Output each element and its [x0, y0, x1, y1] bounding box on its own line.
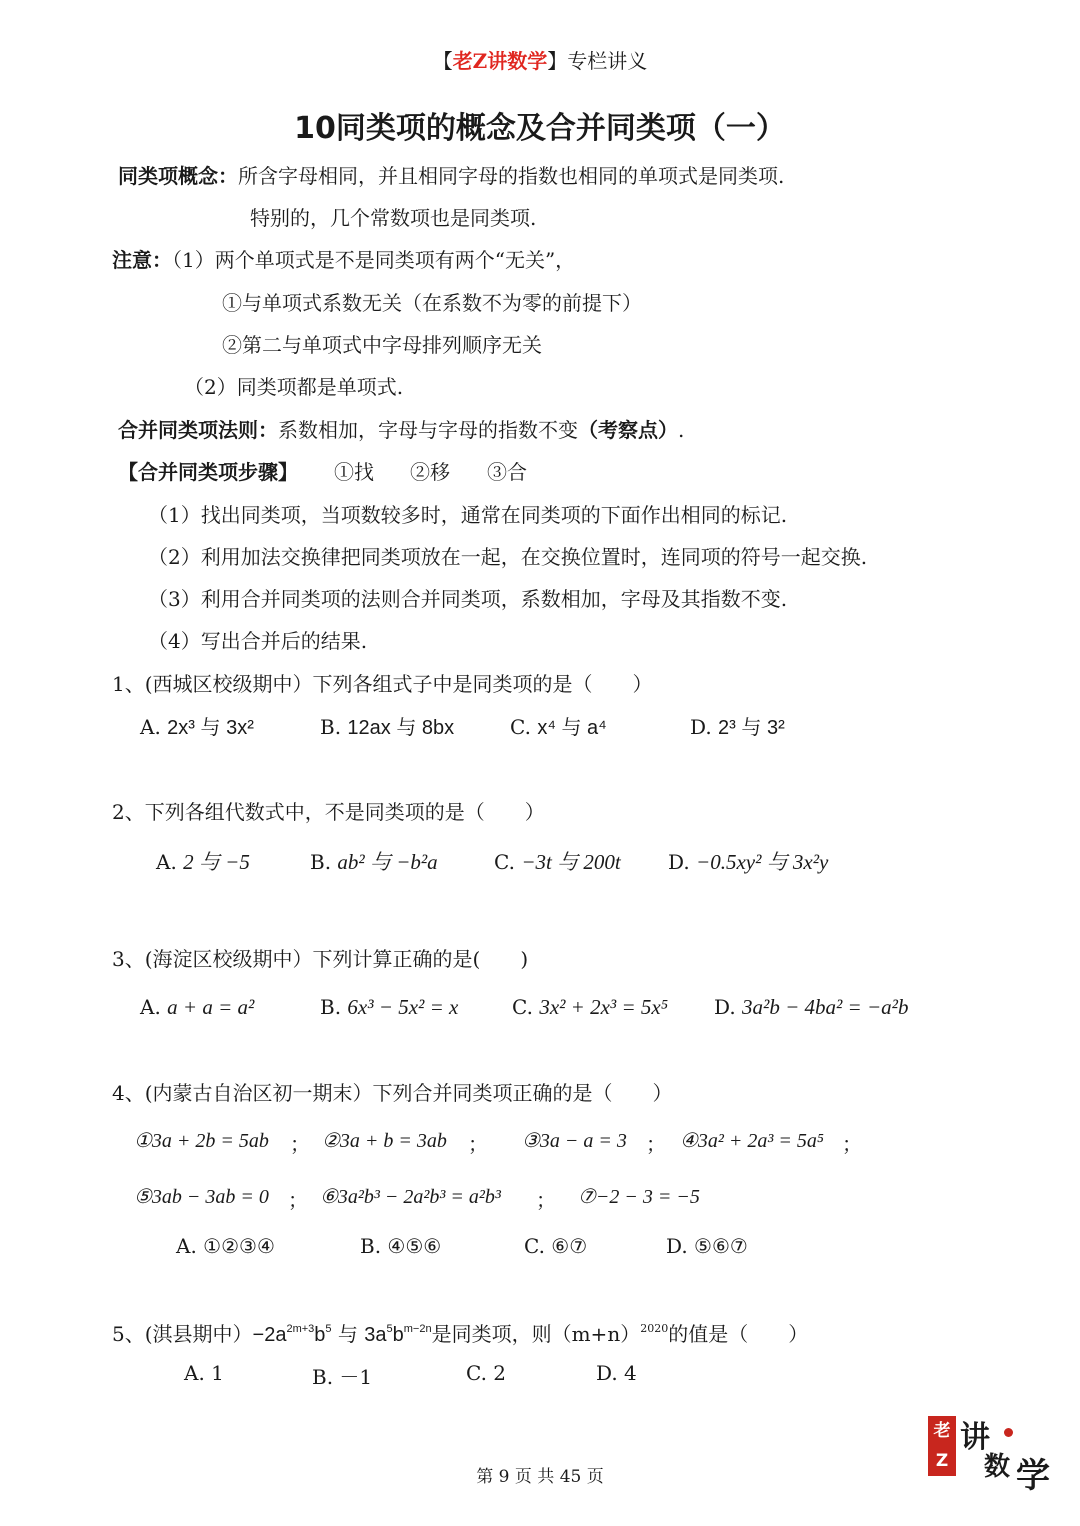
q5-term-2: $3a^5b^{m-2n}$: [364, 1323, 432, 1346]
rule-label: 合并同类项法则：: [118, 418, 278, 442]
seal-red-box: 老Z: [928, 1416, 956, 1476]
q4-sep-1: ；: [290, 1132, 310, 1156]
q4-item-1: ①3a + 2b = 5ab: [134, 1130, 269, 1152]
q4-sep-2: ；: [468, 1132, 488, 1156]
q3-option-c-expr: 3x² + 2x³ = 5x⁵: [539, 995, 669, 1019]
q4-sep-5: ；: [288, 1188, 308, 1212]
q2-option-d-expr: −0.5xy² 与 3x²y: [696, 850, 829, 874]
note-text-1: （1）两个单项式是不是同类项有两个“无关”，: [172, 248, 576, 272]
step-move: ②移: [410, 460, 450, 484]
q4-option-c: C. ⑥⑦: [524, 1234, 588, 1258]
q1-option-d-expr: 2³ 与 3²: [718, 717, 785, 739]
q4-option-d: D. ⑤⑥⑦: [666, 1234, 748, 1258]
concept-label: 同类项概念：: [118, 164, 238, 188]
q2-option-b-expr: ab² 与 −b²a: [337, 850, 438, 874]
note-line-2: ①与单项式系数无关（在系数不为零的前提下）: [222, 291, 642, 315]
rule-line: [118, 414, 684, 443]
q5-stem: 5、(淇县期中）$-2a^{2m+3}b^5$ 与 $3a^5b^{m-2n}$是同类项，则$(m+n)^{2020}$的值是（ ）: [112, 1322, 809, 1346]
page-title: 10同类项的概念及合并同类项（一）: [294, 111, 786, 146]
steps-heading: [118, 456, 298, 485]
header-brand: 老Z讲数学: [452, 49, 548, 73]
q4-item-6: ⑥3a²b³ − 2a²b³ = a²b³: [320, 1186, 501, 1208]
steps-label: 【合并同类项步骤】: [118, 460, 298, 484]
q4-sep-4: ；: [842, 1132, 862, 1156]
page-footer: 第 9 页 共 45 页: [476, 1467, 604, 1487]
step-find: ①找: [334, 460, 374, 484]
header-bracket-left: 【: [432, 49, 453, 73]
q5-stem-pre: 5、(淇县期中）: [112, 1322, 253, 1346]
seal-char-2: 数: [984, 1452, 1011, 1482]
q5-term-1: $-2a^{2m+3}b^5$: [252, 1323, 332, 1346]
q5-stem-mid: 是同类项，则（m+n）: [431, 1322, 641, 1346]
q4-option-a: A. ①②③④: [176, 1234, 275, 1258]
q5-exp-a1: 2m+3: [286, 1323, 315, 1335]
q4-sep-6: ；: [536, 1188, 556, 1212]
q3-option-b-expr: 6x³ − 5x² = x: [347, 995, 459, 1019]
q3-option-d-expr: 3a²b − 4ba² = −a²b: [742, 995, 909, 1019]
q3-option-c: C. 3x² + 2x³ = 5x⁵: [512, 995, 669, 1019]
q4-item-7: ⑦−2 − 3 = −5: [578, 1186, 700, 1208]
rule-text: 系数相加，字母与字母的指数不变: [278, 418, 578, 442]
q4-item-3: ③3a − a = 3: [522, 1130, 627, 1152]
note-line-3: ②第二与单项式中字母排列顺序无关: [222, 333, 542, 357]
header: [0, 45, 1080, 74]
concept-line: [118, 160, 784, 189]
q4-item-4: ④3a² + 2a³ = 5a⁵: [680, 1130, 824, 1152]
steps-line-1: （1）找出同类项，当项数较多时，通常在同类项的下面作出相同的标记.: [148, 503, 788, 527]
steps-line-3: （3）利用合并同类项的法则合并同类项，系数相加，字母及其指数不变.: [148, 587, 788, 611]
q4-item-2: ②3a + b = 3ab: [322, 1130, 447, 1152]
seal-dot-icon: [1004, 1428, 1013, 1437]
q5-power: 2020: [640, 1322, 669, 1335]
step-merge: ③合: [487, 460, 527, 484]
q1-option-c-expr: x⁴ 与 a⁴: [537, 717, 607, 739]
steps-line-2: （2）利用加法交换律把同类项放在一起，在交换位置时，连同项的符号一起交换.: [148, 545, 868, 569]
note-line-1: [112, 244, 575, 273]
q1-option-d: D. 2³ 与 3²: [690, 715, 785, 739]
concept-text: 所含字母相同，并且相同字母的指数也相同的单项式是同类项.: [238, 164, 785, 188]
q3-option-b: B. 6x³ − 5x² = x: [320, 995, 459, 1019]
seal-char-3: 学: [1016, 1456, 1050, 1496]
q2-option-c: C. −3t 与 200t: [494, 850, 621, 874]
q2-option-a: A. 2 与 −5: [156, 850, 250, 874]
q5-exp-b2: m−2n: [403, 1323, 432, 1335]
q3-option-a-expr: a + a = a²: [167, 995, 255, 1019]
q2-option-a-expr: 2 与 −5: [183, 850, 250, 874]
concept-special: 特别的，几个常数项也是同类项.: [250, 206, 537, 230]
header-bracket-right: 】: [547, 49, 568, 73]
header-suffix: 专栏讲义: [567, 49, 648, 73]
q2-option-c-expr: −3t 与 200t: [521, 850, 621, 874]
q1-option-a: A. 2x³ 与 3x²: [140, 715, 254, 739]
q5-option-d: D. 4: [596, 1361, 637, 1385]
seal-char-1: 讲: [960, 1420, 990, 1455]
q3-option-d: D. 3a²b − 4ba² = −a²b: [714, 995, 909, 1019]
q2-option-d: D. −0.5xy² 与 3x²y: [668, 850, 829, 874]
q5-exp-a2: 5: [386, 1323, 393, 1335]
rule-end: .: [678, 418, 685, 442]
q4-sep-3: ；: [646, 1132, 666, 1156]
rule-key: （考察点）: [578, 418, 678, 442]
steps-line-4: （4）写出合并后的结果.: [148, 629, 368, 653]
q4-stem: 4、(内蒙古自治区初一期末）下列合并同类项正确的是（ ）: [112, 1081, 673, 1105]
q5-option-b: B. －1: [312, 1365, 373, 1389]
q5-exp-b1: 5: [325, 1323, 332, 1335]
q1-stem: 1、(西城区校级期中）下列各组式子中是同类项的是（ ）: [112, 672, 653, 696]
q1-option-a-expr: 2x³ 与 3x²: [167, 717, 254, 739]
q4-item-5: ⑤3ab − 3ab = 0: [134, 1186, 269, 1208]
q1-option-b: B. 12ax 与 8bx: [320, 715, 455, 739]
q3-option-a: A. a + a = a²: [140, 995, 255, 1019]
q1-option-b-expr: 12ax 与 8bx: [347, 717, 455, 739]
q5-option-a: A. 1: [184, 1361, 224, 1385]
q1-option-c: C. x⁴ 与 a⁴: [510, 715, 607, 739]
q4-option-b: B. ④⑤⑥: [360, 1234, 442, 1258]
q5-option-c: C. 2: [466, 1361, 507, 1385]
note-label: 注意：: [112, 248, 172, 272]
q5-stem-post: 的值是（ ）: [668, 1322, 809, 1346]
q3-stem: 3、(海淀区校级期中）下列计算正确的是( ): [112, 947, 529, 971]
note-line-4: （2）同类项都是单项式.: [184, 375, 404, 399]
q2-stem: 2、下列各组代数式中，不是同类项的是（ ）: [112, 800, 545, 824]
q2-option-b: B. ab² 与 −b²a: [310, 850, 438, 874]
